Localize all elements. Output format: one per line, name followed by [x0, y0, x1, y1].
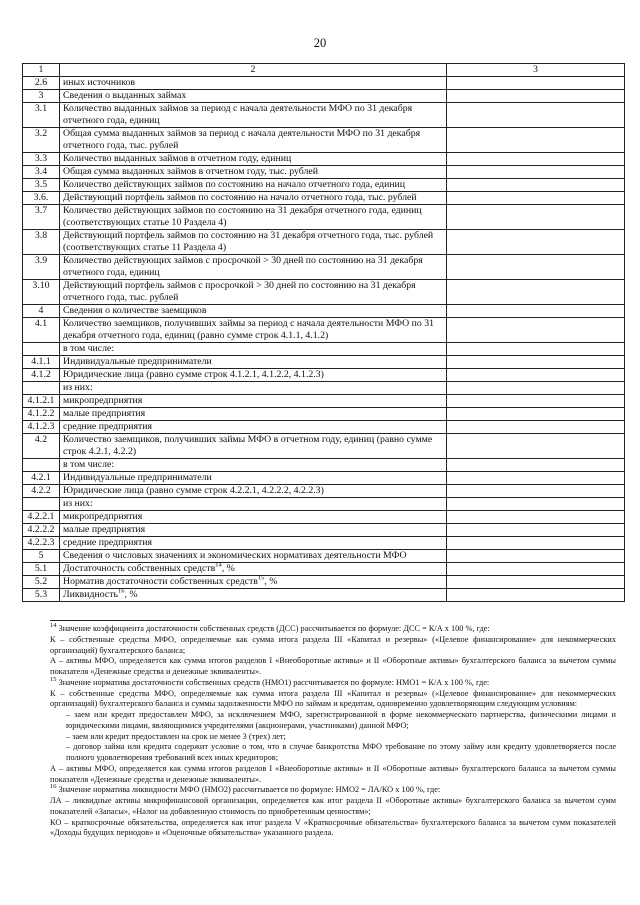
- row-value-cell[interactable]: [447, 153, 625, 166]
- page-number: 20: [313, 36, 327, 50]
- row-description: микропредприятия: [60, 395, 447, 408]
- footnote-text: КО – краткосрочные обязательства, определяется как итог раздела V «Краткосрочные обязательства» бухгалтерского баланса за вычетом сумм показателей «Доходы будущих периодов» и «Оценочные обязательства» указанного раздела.: [50, 817, 616, 838]
- table-row: [23, 589, 625, 602]
- table-row: [23, 77, 625, 90]
- row-description: Индивидуальные предприниматели: [60, 356, 447, 369]
- row-value-cell[interactable]: [447, 343, 625, 356]
- row-value-cell[interactable]: [447, 472, 625, 485]
- row-number: [23, 343, 60, 356]
- footnote-text: – договор займа или кредита содержит условие о том, что в случае банкротства МФО требование по этому займу или кредиту удовлетворяется после полного удовлетворения требований всех иных кредиторов;: [66, 742, 616, 762]
- row-value-cell[interactable]: [447, 205, 625, 230]
- row-number: 3.1: [23, 103, 60, 128]
- row-value-cell[interactable]: [447, 511, 625, 524]
- footnote-paragraph: [50, 764, 616, 786]
- table-row: [23, 305, 625, 318]
- row-description: средние предприятия: [60, 537, 447, 550]
- footnote-text: – заем или кредит предоставлен МФО, за исключением МФО, зарегистрированной в форме некоммерческого партнерства, физическими лицами и юридическими лицами, являющимися учредителями (акционерами, участниками) данной МФО;: [66, 710, 616, 730]
- table-row: [23, 472, 625, 485]
- table-row: [23, 179, 625, 192]
- row-description: малые предприятия: [60, 408, 447, 421]
- row-number: 4.1: [23, 318, 60, 343]
- table-row: [23, 498, 625, 511]
- row-number: 4.2.2.1: [23, 511, 60, 524]
- row-value-cell[interactable]: [447, 230, 625, 255]
- table-row: [23, 153, 625, 166]
- row-number: 5.3: [23, 589, 60, 602]
- row-number: 3.2: [23, 128, 60, 153]
- row-value-cell[interactable]: [447, 434, 625, 459]
- row-number: 4.1.2.3: [23, 421, 60, 434]
- table-row: [23, 511, 625, 524]
- row-value-cell[interactable]: [447, 356, 625, 369]
- row-number: 4.2.1: [23, 472, 60, 485]
- row-description: [60, 563, 447, 576]
- footnote-text: Значение норматива достаточности собственных средств (НМО1) рассчитывается по формуле: НМО1 = К/А х 100 %, где:: [56, 677, 490, 687]
- row-value-cell[interactable]: [447, 255, 625, 280]
- row-value-cell[interactable]: [447, 318, 625, 343]
- row-value-cell[interactable]: [447, 77, 625, 90]
- row-value-cell[interactable]: [447, 550, 625, 563]
- table-row: [23, 434, 625, 459]
- column-header: 1: [23, 64, 60, 77]
- row-description: Общая сумма выданных займов за период с начала деятельности МФО по 31 декабря отчетного года, тыс. рублей: [60, 128, 447, 153]
- row-description: Юридические лица (равно сумме строк 4.2.2.1, 4.2.2.2, 4.2.2.3): [60, 485, 447, 498]
- table-row: [23, 576, 625, 589]
- row-number: 5.2: [23, 576, 60, 589]
- row-description: иных источников: [60, 77, 447, 90]
- row-description: Юридические лица (равно сумме строк 4.1.2.1, 4.1.2.2, 4.1.2.3): [60, 369, 447, 382]
- footnote-paragraph: [50, 675, 616, 689]
- row-description: средние предприятия: [60, 421, 447, 434]
- report-table: [22, 63, 625, 602]
- footnote-text: А – активы МФО, определяется как сумма итогов разделов I «Внеоборотные активы» и II «Оборотные активы» бухгалтерского баланса за вычетом суммы показателя «Денежные средства и денежные эквиваленты».: [50, 656, 616, 676]
- row-number: [23, 459, 60, 472]
- row-description: [60, 589, 447, 602]
- row-description: Действующий портфель займов с просрочкой > 30 дней по состоянию на 31 декабря отчетного года, тыс. рублей: [60, 280, 447, 305]
- row-description: [60, 576, 447, 589]
- row-description: Количество заемщиков, получивших займы МФО в отчетном году, единиц (равно сумме строк 4.2.1, 4.2.2): [60, 434, 447, 459]
- table-row: [23, 550, 625, 563]
- table-row: [23, 537, 625, 550]
- row-number: 4.2: [23, 434, 60, 459]
- table-row: [23, 255, 625, 280]
- table-row: [23, 205, 625, 230]
- row-value-cell[interactable]: [447, 563, 625, 576]
- row-description: Количество действующих займов по состоянию на начало отчетного года, единиц: [60, 179, 447, 192]
- row-value-cell[interactable]: [447, 128, 625, 153]
- footnote-text: ЛА – ликвидные активы микрофинансовой организации, определяется как итог раздела II «Оборотные активы» бухгалтерского баланса за вычетом сумм показателей «Запасы», «Налог на добавленную стоимость по приобретенным ценностям»;: [50, 796, 616, 816]
- row-unit: , %: [124, 589, 138, 600]
- row-number: 4.1.2.1: [23, 395, 60, 408]
- row-number: 4.1.2: [23, 369, 60, 382]
- footnote-text: Значение коэффициента достаточности собственных средств (ДСС) рассчитывается по формуле: ДСС = К/А х 100 %, где:: [56, 624, 490, 633]
- row-value-cell[interactable]: [447, 166, 625, 179]
- column-header: 2: [60, 64, 447, 77]
- footnote-text: – заем или кредит предоставлен на срок не менее 3 (трех) лет;: [66, 731, 286, 741]
- table-row: [23, 280, 625, 305]
- table-row: [23, 192, 625, 205]
- row-description: Количество действующих займов с просрочкой > 30 дней по состоянию на 31 декабря отчетного года, единиц: [60, 255, 447, 280]
- table-row: [23, 90, 625, 103]
- row-number: [23, 382, 60, 395]
- row-description: в том числе:: [60, 343, 447, 356]
- table-row: [23, 382, 625, 395]
- row-description: Количество действующих займов по состоянию на 31 декабря отчетного года, единиц (соответствующих статье 10 Раздела 4): [60, 205, 447, 230]
- footnote-text: Значение норматива ликвидности МФО (НМО2) рассчитывается по формуле: НМО2 = ЛА/КО х 100 %, где:: [56, 785, 441, 795]
- row-value-cell[interactable]: [447, 179, 625, 192]
- row-value-cell[interactable]: [447, 459, 625, 472]
- row-text: Ликвидность: [63, 589, 118, 600]
- row-number: 4.1.2.2: [23, 408, 60, 421]
- row-number: 3.8: [23, 230, 60, 255]
- row-number: 4.2.2.3: [23, 537, 60, 550]
- footnote-marker: 14: [50, 622, 57, 630]
- row-description: Действующий портфель займов по состоянию на начало отчетного года, тыс. рублей: [60, 192, 447, 205]
- row-value-cell[interactable]: [447, 537, 625, 550]
- footnote-ref: 16: [117, 587, 125, 595]
- row-text: Достаточность собственных средств: [63, 563, 216, 574]
- row-value-cell[interactable]: [447, 395, 625, 408]
- row-description: из них:: [60, 498, 447, 511]
- footnote-marker: 16: [50, 783, 57, 791]
- table-row: [23, 421, 625, 434]
- table-row: [23, 485, 625, 498]
- column-header: 3: [447, 64, 625, 77]
- table-row: [23, 395, 625, 408]
- row-value-cell[interactable]: [447, 485, 625, 498]
- table-row: [23, 356, 625, 369]
- table-row: [23, 343, 625, 356]
- row-value-cell[interactable]: [447, 305, 625, 318]
- row-description: Действующий портфель займов по состоянию на 31 декабря отчетного года, тыс. рублей (соответствующих статье 11 Раздела 4): [60, 230, 447, 255]
- footnote-paragraph: [50, 624, 616, 635]
- footnote-paragraph: [50, 742, 616, 764]
- row-description: Количество заемщиков, получивших займы за период с начала деятельности МФО по 31 декабря отчетного года, единиц (равно сумме строк 4.1.1, 4.1.2): [60, 318, 447, 343]
- footnote-text: К – собственные средства МФО, определяемые как сумма итога раздела III «Капитал и резервы» («Целевое финансирование» для некоммерческих организаций) бухгалтерского баланса и суммы задолженности МФО по займам и кредитам, одновременно удовлетворяющим следующим условиям:: [50, 688, 616, 709]
- row-value-cell[interactable]: [447, 90, 625, 103]
- row-number: 3: [23, 90, 60, 103]
- row-number: 4.1.1: [23, 356, 60, 369]
- table-row: [23, 103, 625, 128]
- row-unit: , %: [221, 563, 235, 574]
- row-number: 4: [23, 305, 60, 318]
- row-number: 5: [23, 550, 60, 563]
- row-description: малые предприятия: [60, 524, 447, 537]
- row-description: Общая сумма выданных займов в отчетном году, тыс. рублей: [60, 166, 447, 179]
- table-row: [23, 459, 625, 472]
- row-number: [23, 498, 60, 511]
- row-number: 3.10: [23, 280, 60, 305]
- table-header-row: [23, 64, 625, 77]
- footnote-paragraph: [50, 732, 616, 743]
- row-number: 4.2.2: [23, 485, 60, 498]
- row-description: Сведения о числовых значениях и экономических нормативах деятельности МФО: [60, 550, 447, 563]
- row-value-cell[interactable]: [447, 421, 625, 434]
- table-row: [23, 369, 625, 382]
- row-number: 3.5: [23, 179, 60, 192]
- footnotes: [50, 624, 616, 839]
- table-row: [23, 563, 625, 576]
- row-description: из них:: [60, 382, 447, 395]
- row-value-cell[interactable]: [447, 103, 625, 128]
- row-number: 4.2.2.2: [23, 524, 60, 537]
- row-text: Норматив достаточности собственных средств: [63, 576, 258, 587]
- row-number: 5.1: [23, 563, 60, 576]
- footnote-text: К – собственные средства МФО, определяемые как сумма итога раздела III «Капитал и резервы» («Целевое финансирование» для некоммерческих организаций) бухгалтерского баланса;: [50, 634, 616, 655]
- row-value-cell[interactable]: [447, 524, 625, 537]
- row-value-cell[interactable]: [447, 408, 625, 421]
- row-value-cell[interactable]: [447, 576, 625, 589]
- row-value-cell[interactable]: [447, 369, 625, 382]
- footnote-paragraph: [50, 796, 616, 818]
- table-row: [23, 524, 625, 537]
- row-value-cell[interactable]: [447, 280, 625, 305]
- row-number: 3.6.: [23, 192, 60, 205]
- row-number: 2.6: [23, 77, 60, 90]
- footnote-text: А – активы МФО, определяется как сумма итогов разделов I «Внеоборотные активы» и II «Оборотные активы» бухгалтерского баланса за вычетом суммы показателя «Денежные средства и денежные эквиваленты».: [50, 763, 616, 784]
- row-description: в том числе:: [60, 459, 447, 472]
- footnote-paragraph: [50, 785, 616, 796]
- row-description: микропредприятия: [60, 511, 447, 524]
- row-description: Сведения о выданных займах: [60, 90, 447, 103]
- row-value-cell[interactable]: [447, 589, 625, 602]
- footnote-paragraph: [50, 818, 616, 840]
- footnote-paragraph: [50, 710, 616, 732]
- row-number: 3.7: [23, 205, 60, 230]
- row-value-cell[interactable]: [447, 382, 625, 395]
- table-row: [23, 166, 625, 179]
- footnote-paragraph: [50, 635, 616, 657]
- table-row: [23, 128, 625, 153]
- row-description: Сведения о количестве заемщиков: [60, 305, 447, 318]
- row-description: Индивидуальные предприниматели: [60, 472, 447, 485]
- footnote-paragraph: [50, 656, 616, 678]
- footnote-marker: 15: [50, 675, 57, 683]
- table-row: [23, 230, 625, 255]
- footnote-paragraph: [50, 689, 616, 711]
- row-number: 3.9: [23, 255, 60, 280]
- row-description: Количество выданных займов в отчетном году, единиц: [60, 153, 447, 166]
- row-number: 3.4: [23, 166, 60, 179]
- row-value-cell[interactable]: [447, 498, 625, 511]
- row-number: 3.3: [23, 153, 60, 166]
- row-description: Количество выданных займов за период с начала деятельности МФО по 31 декабря отчетного года, единиц: [60, 103, 447, 128]
- footnote-ref: 15: [257, 574, 265, 582]
- row-unit: , %: [264, 576, 278, 587]
- footnote-divider: [50, 620, 200, 621]
- table-row: [23, 408, 625, 421]
- row-value-cell[interactable]: [447, 192, 625, 205]
- footnote-ref: 14: [215, 561, 222, 569]
- table-row: [23, 318, 625, 343]
